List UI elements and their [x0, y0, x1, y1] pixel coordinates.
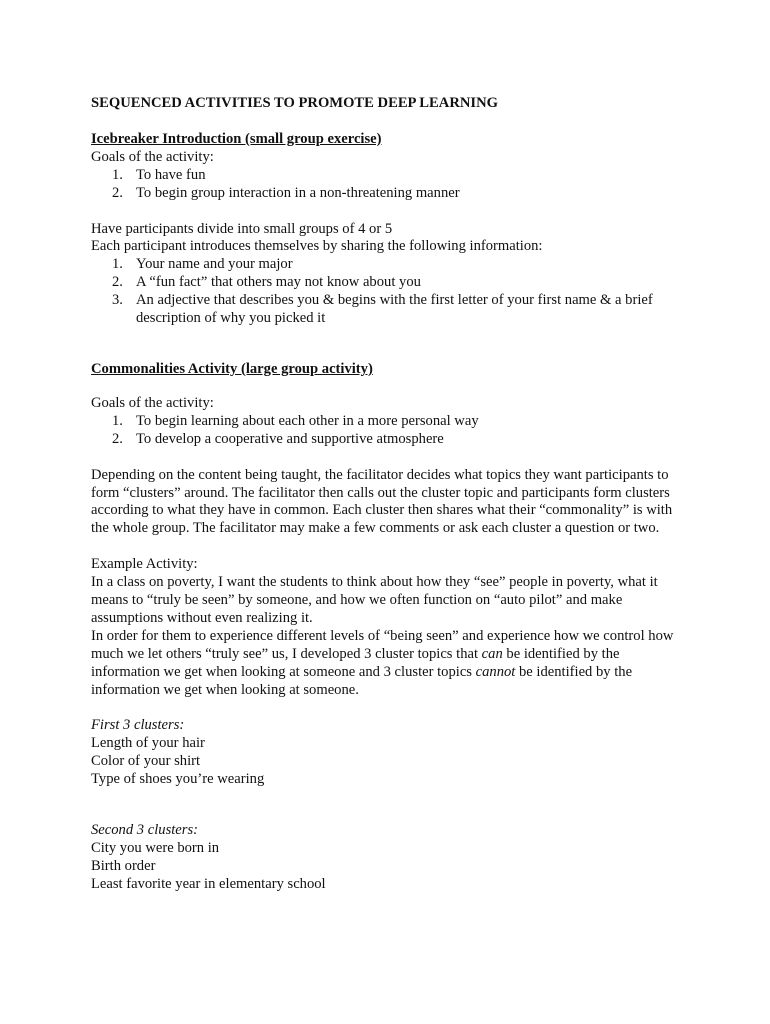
list-item	[91, 413, 691, 431]
emphasis-can: can	[481, 645, 503, 662]
icebreaker-instruction-share: Each participant introduces themselves by sharing the following information:	[91, 238, 543, 255]
icebreaker-heading: Icebreaker Introduction (small group exercise)	[91, 130, 382, 147]
commonalities-goals-label: Goals of the activity:	[91, 394, 214, 411]
list-text: A “fun fact” that others may not know about you	[136, 274, 421, 291]
emphasis-cannot: cannot	[475, 663, 516, 680]
list-number: 2.	[112, 430, 123, 447]
commonalities-description: Depending on the content being taught, the facilitator decides what topics they want participants to form “clusters” around. The facilitator then calls out the cluster topic and participants form clusters according to what they have in common. Each cluster then shares what their “commonality” is with the whole group. The facilitator may make a few comments or ask each cluster a question or two.	[91, 466, 673, 537]
list-item	[91, 292, 691, 328]
example-paragraph-2	[91, 628, 691, 700]
list-item	[91, 256, 691, 274]
first-cluster-item: Type of shoes you’re wearing	[91, 771, 265, 788]
list-number: 2.	[112, 274, 123, 291]
list-item	[91, 167, 691, 185]
document-page	[91, 95, 691, 894]
list-text: An adjective that describes you & begins with the first letter of your first name & a brief description of why you picked it	[136, 292, 653, 327]
example-activity-label: Example Activity:	[91, 556, 198, 573]
document-title: SEQUENCED ACTIVITIES TO PROMOTE DEEP LEARNING	[91, 95, 498, 111]
example-paragraph-1: In a class on poverty, I want the students to think about how they “see” people in poverty, what it means to “truly be seen” by someone, and how we often function on “auto pilot” and make assumptions without even realizing it.	[91, 574, 658, 626]
list-number: 3.	[112, 292, 123, 309]
second-cluster-item: Birth order	[91, 857, 156, 874]
list-item	[91, 274, 691, 292]
second-clusters-label: Second 3 clusters:	[91, 822, 198, 839]
list-text: Your name and your major	[136, 256, 293, 273]
icebreaker-goals-label: Goals of the activity:	[91, 148, 214, 165]
list-number: 1.	[112, 166, 123, 183]
commonalities-goals-list	[91, 413, 691, 449]
list-text: To have fun	[136, 166, 206, 183]
list-text: To begin learning about each other in a more personal way	[136, 412, 479, 429]
example-text-a: In order for them to experience different levels of “being seen” and experience how we control how much we let others “truly see” us, I developed 3 cluster topics that	[91, 627, 674, 662]
example-text-b: be identified by the information we get when looking at someone and 3 cluster topics	[91, 645, 620, 680]
example-text-c: be identified by the information we get when looking at someone.	[91, 663, 633, 698]
first-clusters-label: First 3 clusters:	[91, 717, 185, 734]
list-number: 1.	[112, 256, 123, 273]
commonalities-heading: Commonalities Activity (large group activity)	[91, 360, 373, 377]
first-cluster-item: Color of your shirt	[91, 753, 201, 770]
list-number: 2.	[112, 184, 123, 201]
list-item	[91, 431, 691, 449]
icebreaker-share-list	[91, 256, 691, 328]
icebreaker-goals-list	[91, 167, 691, 203]
list-number: 1.	[112, 412, 123, 429]
list-text: To begin group interaction in a non-threatening manner	[136, 184, 460, 201]
list-item	[91, 185, 691, 203]
second-cluster-item: City you were born in	[91, 840, 220, 856]
icebreaker-instruction-groups: Have participants divide into small groups of 4 or 5	[91, 220, 393, 237]
first-cluster-item: Length of your hair	[91, 735, 205, 752]
second-cluster-item: Least favorite year in elementary school	[91, 875, 326, 892]
list-text: To develop a cooperative and supportive atmosphere	[136, 430, 444, 447]
